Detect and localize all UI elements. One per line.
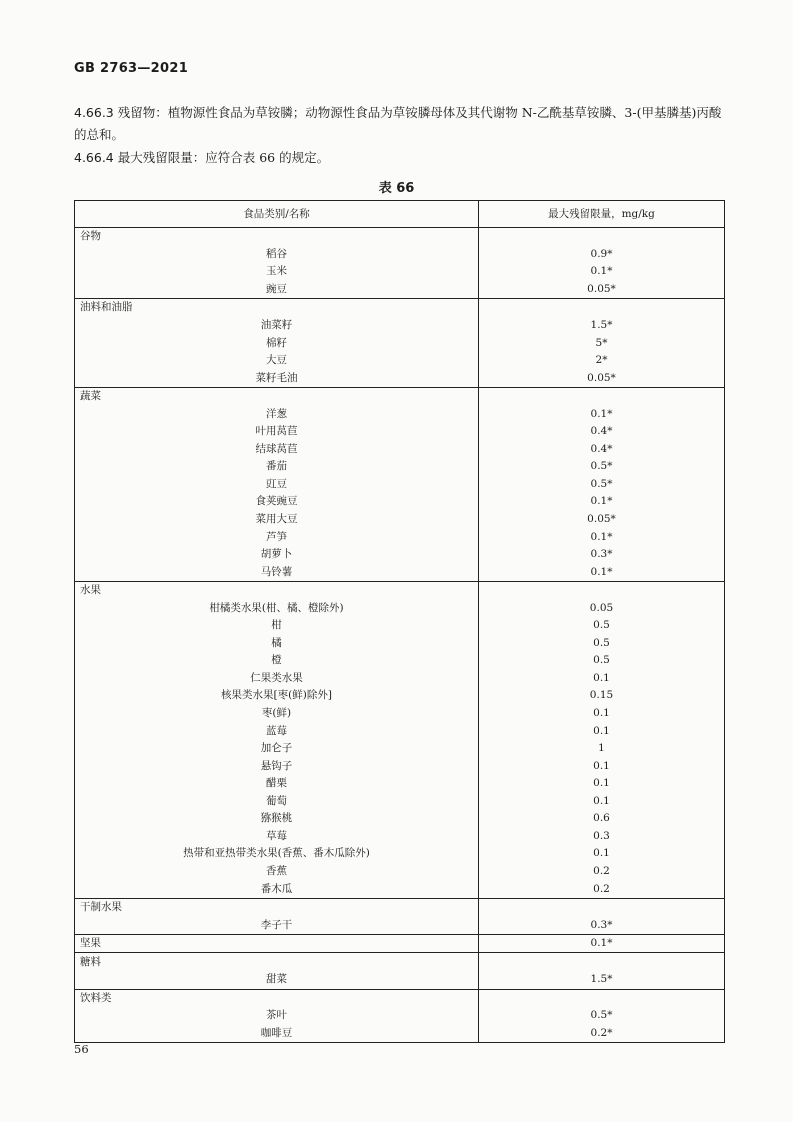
food-name: 洋葱 [75,405,479,423]
limit-value [479,581,725,599]
food-name: 醋栗 [75,775,479,793]
food-row [75,563,725,581]
category-name: 蔬菜 [75,387,479,405]
limit-value: 0.15 [479,687,725,705]
food-name: 玉米 [75,263,479,281]
limit-value: 0.05 [479,599,725,617]
limit-value: 0.05* [479,369,725,387]
limit-value: 0.5 [479,635,725,653]
limit-value: 1.5* [479,971,725,989]
food-name: 咖啡豆 [75,1025,479,1043]
limit-value: 0.1* [479,528,725,546]
limit-value: 0.1 [479,705,725,723]
food-row [75,476,725,494]
food-row [75,845,725,863]
limit-value: 0.1 [479,775,725,793]
limit-value: 0.2 [479,880,725,898]
category-row [75,387,725,405]
limit-value: 0.4* [479,441,725,459]
food-row [75,281,725,299]
limit-value: 0.4* [479,423,725,441]
limit-value: 2* [479,352,725,370]
category-row [75,953,725,971]
food-row [75,828,725,846]
food-row [75,740,725,758]
food-name: 悬钩子 [75,757,479,775]
limit-value: 0.1 [479,670,725,688]
food-name: 豌豆 [75,281,479,299]
food-row [75,405,725,423]
limit-value: 0.9* [479,246,725,264]
food-name: 叶用莴苣 [75,423,479,441]
food-name: 茶叶 [75,1007,479,1025]
limit-value: 0.05* [479,281,725,299]
food-row [75,528,725,546]
limit-value: 0.1 [479,722,725,740]
food-row [75,369,725,387]
food-row [75,705,725,723]
food-row [75,599,725,617]
limit-value: 0.1* [479,493,725,511]
limit-value: 0.1* [479,934,725,953]
limit-value: 1 [479,740,725,758]
food-row [75,916,725,934]
residue-definition-paragraph [74,102,724,146]
food-name: 葡萄 [75,793,479,811]
limit-value: 0.6 [479,810,725,828]
standard-code: GB 2763—2021 [74,61,189,76]
category-row [75,898,725,916]
food-name: 菜用大豆 [75,511,479,529]
food-row [75,863,725,881]
food-row [75,423,725,441]
food-name: 猕猴桃 [75,810,479,828]
limit-value: 0.5* [479,1007,725,1025]
table-caption: 表 66 [378,181,415,196]
clause-text: 最大残留限量：应符合表 66 的规定。 [117,150,330,165]
food-name: 番木瓜 [75,880,479,898]
category-row [75,581,725,599]
food-name: 大豆 [75,352,479,370]
clause-number: 4.66.3 [74,105,114,120]
food-row [75,617,725,635]
category-name: 水果 [75,581,479,599]
category-row [75,228,725,246]
limit-value: 0.3* [479,916,725,934]
food-name: 胡萝卜 [75,546,479,564]
page-number: 56 [74,1042,89,1056]
food-row [75,441,725,459]
food-name: 橘 [75,635,479,653]
food-name: 柑橘类水果(柑、橘、橙除外) [75,599,479,617]
limit-value: 0.2 [479,863,725,881]
food-name: 棉籽 [75,334,479,352]
column-header-food: 食品类别/名称 [75,201,479,228]
food-row [75,810,725,828]
food-name: 甜菜 [75,971,479,989]
food-row [75,775,725,793]
category-row [75,299,725,317]
limit-value: 5* [479,334,725,352]
limit-value [479,299,725,317]
table-header-row [75,201,725,228]
limit-value [479,228,725,246]
food-row [75,1025,725,1043]
food-name: 结球莴苣 [75,441,479,459]
food-name: 核果类水果[枣(鲜)除外] [75,687,479,705]
food-row [75,793,725,811]
clause-text: 残留物：植物源性食品为草铵膦；动物源性食品为草铵膦母体及其代谢物 N-乙酰基草铵膦、3-(甲基膦基)丙酸的总和。 [74,105,722,142]
food-row [75,317,725,335]
limit-value: 0.1 [479,793,725,811]
category-name: 油料和油脂 [75,299,479,317]
limit-value: 0.1 [479,757,725,775]
food-row [75,670,725,688]
food-row [75,971,725,989]
food-name: 柑 [75,617,479,635]
limit-value: 0.1* [479,563,725,581]
food-name: 蓝莓 [75,722,479,740]
limit-value: 0.5* [479,476,725,494]
food-row [75,757,725,775]
food-name: 枣(鲜) [75,705,479,723]
food-name: 香蕉 [75,863,479,881]
food-name: 食荚豌豆 [75,493,479,511]
food-name: 菜籽毛油 [75,369,479,387]
limit-value: 0.2* [479,1025,725,1043]
limit-value [479,989,725,1007]
category-row [75,989,725,1007]
food-name: 豇豆 [75,476,479,494]
mrl-paragraph [74,147,724,169]
food-name: 芦笋 [75,528,479,546]
food-row [75,880,725,898]
column-header-limit: 最大残留限量，mg/kg [479,201,725,228]
food-name: 草莓 [75,828,479,846]
limit-value: 0.3* [479,546,725,564]
mrl-table [74,200,725,1043]
food-row [75,722,725,740]
limit-value: 0.1* [479,263,725,281]
category-name: 糖料 [75,953,479,971]
limit-value [479,953,725,971]
food-row [75,352,725,370]
limit-value: 0.5 [479,617,725,635]
food-row [75,493,725,511]
food-name: 李子干 [75,916,479,934]
category-name: 饮料类 [75,989,479,1007]
food-row [75,263,725,281]
food-row [75,635,725,653]
limit-value: 0.5 [479,652,725,670]
food-name: 热带和亚热带类水果(香蕉、番木瓜除外) [75,845,479,863]
food-name: 橙 [75,652,479,670]
food-name: 马铃薯 [75,563,479,581]
food-name: 油菜籽 [75,317,479,335]
limit-value [479,387,725,405]
limit-value: 0.1* [479,405,725,423]
limit-value: 1.5* [479,317,725,335]
food-row [75,334,725,352]
limit-value: 0.5* [479,458,725,476]
category-name: 坚果 [75,934,479,953]
limit-value: 0.05* [479,511,725,529]
category-name: 干制水果 [75,898,479,916]
food-row [75,458,725,476]
clause-number: 4.66.4 [74,150,114,165]
food-name: 稻谷 [75,246,479,264]
category-name: 谷物 [75,228,479,246]
limit-value: 0.3 [479,828,725,846]
food-row [75,652,725,670]
limit-value [479,898,725,916]
food-name: 番茄 [75,458,479,476]
food-row [75,546,725,564]
limit-value: 0.1 [479,845,725,863]
category-row [75,934,725,953]
food-name: 加仑子 [75,740,479,758]
food-row [75,687,725,705]
food-row [75,1007,725,1025]
food-name: 仁果类水果 [75,670,479,688]
food-row [75,246,725,264]
food-row [75,511,725,529]
table-body [75,228,725,1043]
